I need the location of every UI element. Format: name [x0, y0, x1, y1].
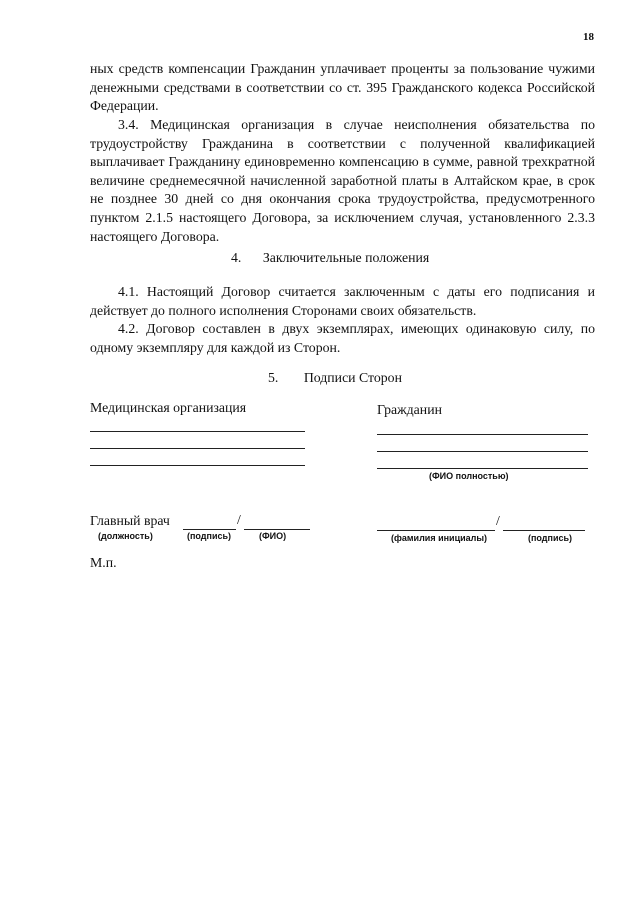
section-5-number: 5.	[268, 370, 279, 385]
signature-caption: (подпись)	[187, 531, 232, 541]
right-party-label: Гражданин	[377, 402, 442, 417]
chief-doctor-fio-line	[244, 529, 310, 530]
paragraph-3-4: 3.4. Медицинская организация в случае неисполнения обязательства по трудоустройству Гражданина в соответствии с полученной квалификацией выплачивает Гражданину единовременно компенсацию в сумме, равной трехкратной величине среднемесячной начисленной заработной платы в Алтайском крае, в срок не позднее 30 дней со дня окончания срока трудоустройства, предусмотренного пунктом 2.1.5 настоящего Договора, за исключением случая, установленного 2.3.3 настоящего Договора.	[90, 117, 595, 244]
citizen-surname-line	[377, 530, 495, 531]
section-4-heading	[231, 250, 429, 266]
chief-doctor-label: Главный врач	[90, 513, 170, 528]
citizen-signature-caption: (подпись)	[528, 533, 573, 543]
paragraph-4-1: 4.1. Настоящий Договор считается заключенным с даты его подписания и действует до полного исполнения Сторонами своих обязательств.	[90, 284, 595, 318]
position-caption: (должность)	[98, 531, 153, 541]
citizen-signature-line	[503, 530, 585, 531]
paragraph-continuation: ных средств компенсации Гражданин уплачивает проценты за пользование чужими денежными средствами в соответствии со ст. 395 Гражданского кодекса Российской Федерации.	[90, 61, 595, 114]
left-party-label: Медицинская организация	[90, 400, 247, 415]
section-4-number: 4.	[231, 250, 242, 265]
right-signature-line-3	[377, 468, 588, 469]
surname-initials-caption: (фамилия инициалы)	[391, 533, 488, 543]
fio-full-caption: (ФИО полностью)	[429, 471, 509, 481]
section-4-title: Заключительные положения	[262, 250, 430, 265]
fio-caption: (ФИО)	[259, 531, 287, 541]
section-5-heading	[268, 370, 402, 386]
right-signature-line-1	[377, 434, 588, 435]
seal-label: М.п.	[90, 555, 117, 570]
paragraph-4-2: 4.2. Договор составлен в двух экземплярах, имеющих одинаковую силу, по одному экземпляру для каждой из Сторон.	[90, 321, 595, 355]
citizen-slash: /	[496, 513, 500, 528]
chief-doctor-signature-line	[183, 529, 236, 530]
left-signature-line-3	[90, 465, 305, 466]
left-signature-line-2	[90, 448, 305, 449]
right-signature-line-2	[377, 451, 588, 452]
left-signature-line-1	[90, 431, 305, 432]
page-number: 18	[583, 31, 594, 43]
chief-doctor-slash: /	[237, 512, 241, 527]
section-5-title: Подписи Сторон	[303, 370, 402, 385]
